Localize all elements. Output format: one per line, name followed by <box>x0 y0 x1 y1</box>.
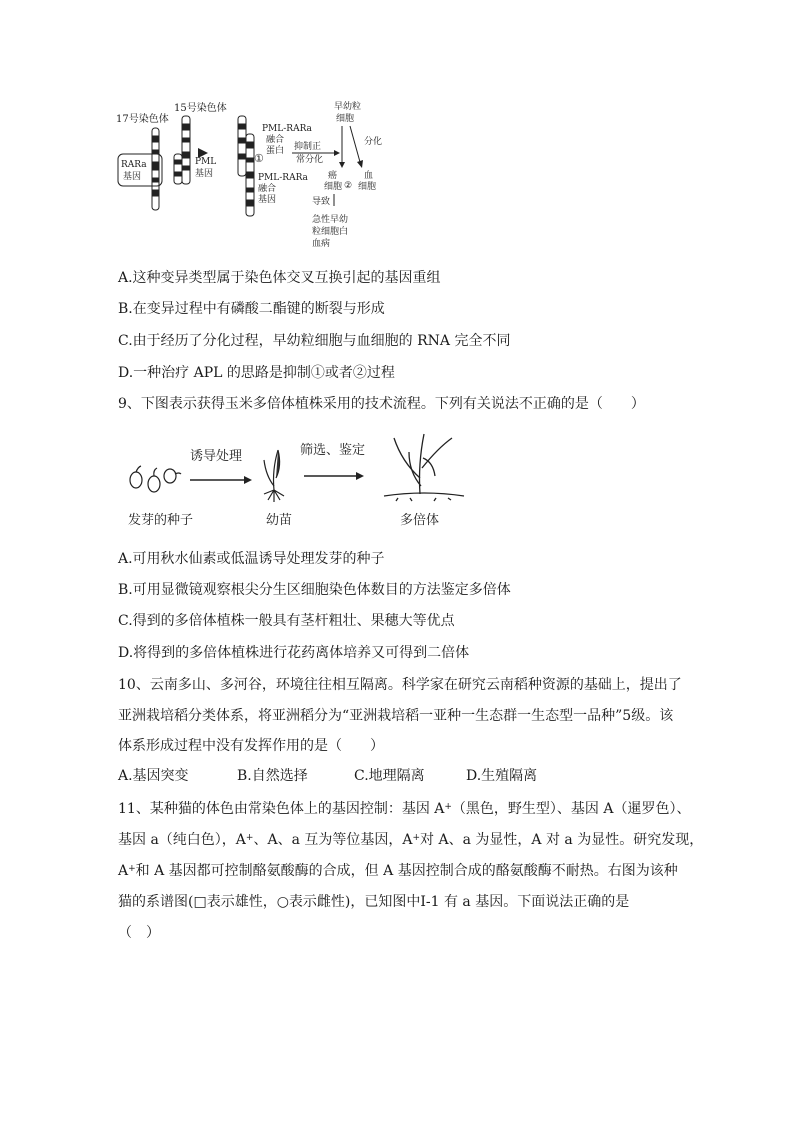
q11-line-5: （ ） <box>118 925 160 941</box>
q10-line-3: 体系形成过程中没有发挥作用的是（ ） <box>118 738 384 754</box>
polyploid-plant-icon <box>384 434 464 501</box>
fusion-chromosome <box>238 116 254 216</box>
disease-label-2: 粒细胞白 <box>312 227 349 237</box>
q11-line-2: 基因 a（纯白色），A+、A、a 互为等位基因，A+对 A、a 为显性，A 对 a 为显性。研究发现， <box>118 832 704 848</box>
fusion-protein-2: 融合 <box>266 135 285 145</box>
rara-gene-label-2: 基因 <box>123 172 142 182</box>
q10-option-c: C.地理隔离 <box>354 768 425 784</box>
seed-label: 发芽的种子 <box>128 513 194 528</box>
promyelocyte-label-1: 早幼粒 <box>334 102 362 112</box>
q9-option-b: B.可用显微镜观察根尖分生区细胞染色体数目的方法鉴定多倍体 <box>118 582 511 598</box>
blood-cell-label-2: 细胞 <box>358 182 377 192</box>
q8-option-b: B.在变异过程中有磷酸二酯键的断裂与形成 <box>118 301 385 317</box>
fusion-gene-1: PML-RARa <box>258 173 308 183</box>
inhibit-arrow-head <box>334 150 340 156</box>
chr17-chromosome <box>152 128 159 210</box>
step2-label: 筛选、鉴定 <box>300 443 366 458</box>
step1-label: 诱导处理 <box>190 449 243 464</box>
inhibit-label-1: 抑制正 <box>294 142 322 152</box>
q10-line-2: 亚洲栽培稻分类体系，将亚洲稻分为“亚洲栽培稻一亚种一生态群一生态型一品种”5级。该 <box>118 708 674 724</box>
sprouting-seeds-icon <box>130 466 181 492</box>
q10-options <box>118 766 537 786</box>
fusion-protein-1: PML-RARa <box>262 124 312 134</box>
q9-option-c: C.得到的多倍体植株一般具有茎杆粗壮、果穗大等优点 <box>118 613 455 629</box>
chr17-label: 17号染色体 <box>116 114 169 125</box>
q10-option-d: D.生殖隔离 <box>466 768 538 784</box>
arrow-right-icon <box>244 476 252 484</box>
seedling-icon <box>264 450 284 502</box>
arrow-right-icon <box>356 472 364 480</box>
q8-option-c: C.由于经历了分化过程，早幼粒细胞与血细胞的 RNA 完全不同 <box>118 333 511 349</box>
blood-cell-label-1: 血 <box>364 171 374 181</box>
inhibit-label-2: 常分化 <box>296 155 324 165</box>
chr15-label: 15号染色体 <box>174 103 227 114</box>
diff-arrow-right <box>350 126 360 162</box>
q11-line-3: A+和 A 基因都可控制酪氨酸酶的合成，但 A 基因控制合成的酪氨酸酶不耐热。右图为该种 <box>118 863 678 879</box>
q8-option-d: D.一种治疗 APL 的思路是抑制①或者②过程 <box>118 365 395 381</box>
promyelocyte-label-2: 细胞 <box>336 114 355 124</box>
q9-option-d: D.将得到的多倍体植株进行花药离体培养又可得到二倍体 <box>118 645 470 661</box>
fusion-gene-3: 基因 <box>258 195 277 205</box>
pml-gene-label-2: 基因 <box>195 169 214 179</box>
q10-option-b: B.自然选择 <box>237 768 308 784</box>
differentiate-label: 分化 <box>364 137 383 147</box>
arrow-down-icon <box>339 162 345 168</box>
chr15-chromosome <box>174 116 190 184</box>
disease-label-3: 血病 <box>312 239 331 249</box>
pml-gene-label-1: PML <box>195 157 217 167</box>
seedling-label: 幼苗 <box>266 513 293 528</box>
q8-option-a: A.这种变异类型属于染色体交叉互换引起的基因重组 <box>118 270 441 286</box>
leads-to-label: 导致 <box>312 197 331 207</box>
fusion-protein-3: 蛋白 <box>266 146 285 156</box>
q9-option-a: A.可用秋水仙素或低温诱导处理发芽的种子 <box>118 551 385 567</box>
fusion-gene-2: 融合 <box>258 184 277 194</box>
q11-line-4: 猫的系谱图(□表示雄性，○表示雌性)，已知图中Ⅰ-1 有 a 基因。下面说法正确的是 <box>118 894 630 910</box>
translocation-figure <box>112 96 592 256</box>
q10-option-a: A.基因突变 <box>118 768 189 784</box>
disease-label-1: 急性早幼 <box>312 215 349 225</box>
cancer-cell-label-1: 癌 <box>328 171 338 181</box>
q9-stem: 9、下图表示获得玉米多倍体植株采用的技术流程。下列有关说法不正确的是（ ） <box>118 396 645 412</box>
cancer-cell-label-2: 细胞 <box>324 182 343 192</box>
q11-line-1: 11、某种猫的体色由常染色体上的基因控制：基因 A+（黑色，野生型）、基因 A（暹罗色）、 <box>118 801 691 817</box>
circle-1-label: ① <box>254 152 264 165</box>
circle-2-label: ② <box>344 181 353 191</box>
q10-line-1: 10、云南多山、多河谷，环境往往相互隔离。科学家在研究云南稻种资源的基础上，提出了 <box>118 677 682 693</box>
arrow-down-right-icon <box>357 160 363 168</box>
polyploid-label: 多倍体 <box>400 513 440 528</box>
polyploid-process-figure <box>118 428 538 538</box>
rara-gene-label-1: RARa <box>121 160 147 170</box>
